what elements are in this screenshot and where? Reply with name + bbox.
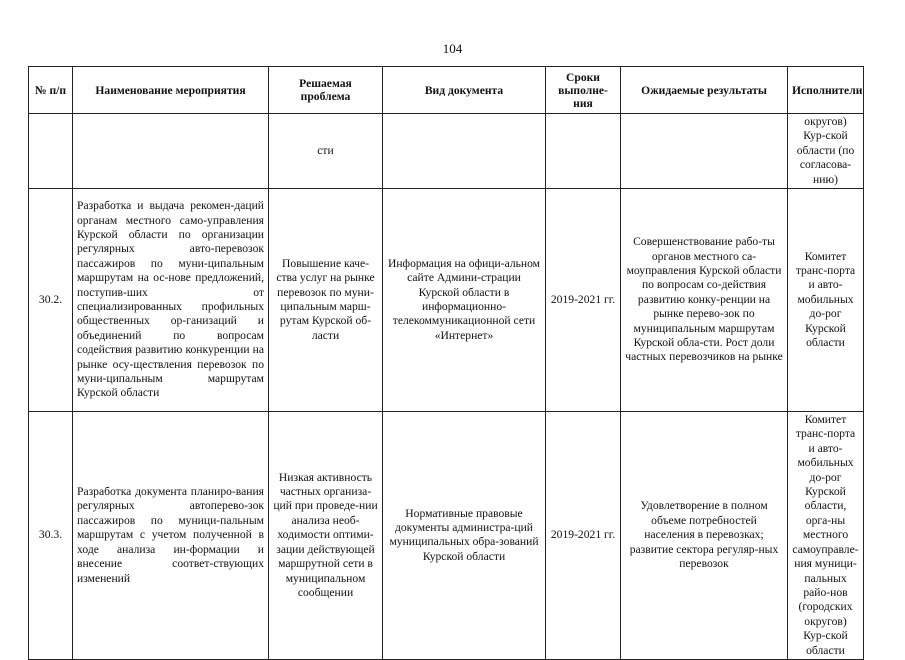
cell-problem: Повышение каче-ства услуг на рынке перевозок по муни-ципальным марш-рутам Курской об-ласти (269, 189, 383, 412)
table-header-row (29, 67, 864, 114)
cell-empty (29, 114, 73, 189)
cell-deadline: 2019-2021 гг. (546, 412, 621, 660)
page-number: 104 (442, 41, 463, 56)
header-problem: Решаемая проблема (269, 67, 383, 114)
cell-expected-results: Совершенствование рабо-ты органов местного са-моуправления Курской области по вопросам со-действия развитию конку-ренции на рынке перево-зок по муниципальным маршрутам Курской обла-сти. Рост доли частных перевозчиков на рынке (621, 189, 788, 412)
header-document-type: Вид документа (383, 67, 546, 114)
cell-empty (73, 114, 269, 189)
cell-empty (546, 114, 621, 189)
table-row-continuation (29, 114, 864, 189)
header-expected-results: Ожидаемые результаты (621, 67, 788, 114)
cell-activity-name: Разработка и выдача рекомен-даций органам местного само-управления Курской области по организации регулярных авто-перевозок пассажиров по муни-ципальным маршрутам на ос-нове предложений, поступив-ших от специализированных профильных общественных ор-ганизаций и объединений по вопросам содействия развитию конкуренции на рынке осу-ществления перевозок по муни-ципальным маршрутам Курской области (73, 189, 269, 412)
header-executors: Исполнители (788, 67, 864, 114)
cell-empty (621, 114, 788, 189)
cell-document-type: Нормативные правовые документы администра-ций муниципальных обра-зований Курской области (383, 412, 546, 660)
cell-problem: сти (269, 114, 383, 189)
header-activity-name: Наименование мероприятия (73, 67, 269, 114)
cell-executors: Комитет транс-порта и авто-мобильных до-рог Курской области (788, 189, 864, 412)
cell-deadline: 2019-2021 гг. (546, 189, 621, 412)
table-row (29, 189, 864, 412)
cell-activity-name: Разработка документа планиро-вания регулярных автоперево-зок пассажиров по муници-пальным маршрутам с учетом полученной в ходе анализа ин-формации и внесение соответ-ствующих изменений (73, 412, 269, 660)
cell-empty (383, 114, 546, 189)
activities-table (28, 66, 864, 660)
cell-problem: Низкая активность частных организа-ций при проведе-нии анализа необ-ходимости оптими-зации действующей маршрутной сети в муниципальном сообщении (269, 412, 383, 660)
header-deadline: Сроки выполне-ния (546, 67, 621, 114)
cell-document-type: Информация на офици-альном сайте Админи-страции Курской области в информационно-телекоммуникационной сети «Интернет» (383, 189, 546, 412)
cell-number: 30.3. (29, 412, 73, 660)
cell-executors: округов) Кур-ской области (по согласова-нию) (788, 114, 864, 189)
header-number: № п/п (29, 67, 73, 114)
cell-expected-results: Удовлетворение в полном объеме потребностей населения в перевозках; развитие сектора регуляр-ных перевозок (621, 412, 788, 660)
cell-executors: Комитет транс-порта и авто-мобильных до-рог Курской области, орга-ны местного самоуправле-ния муници-пальных райо-нов (городских округов) Кур-ской области (788, 412, 864, 660)
table-row (29, 412, 864, 660)
cell-number: 30.2. (29, 189, 73, 412)
